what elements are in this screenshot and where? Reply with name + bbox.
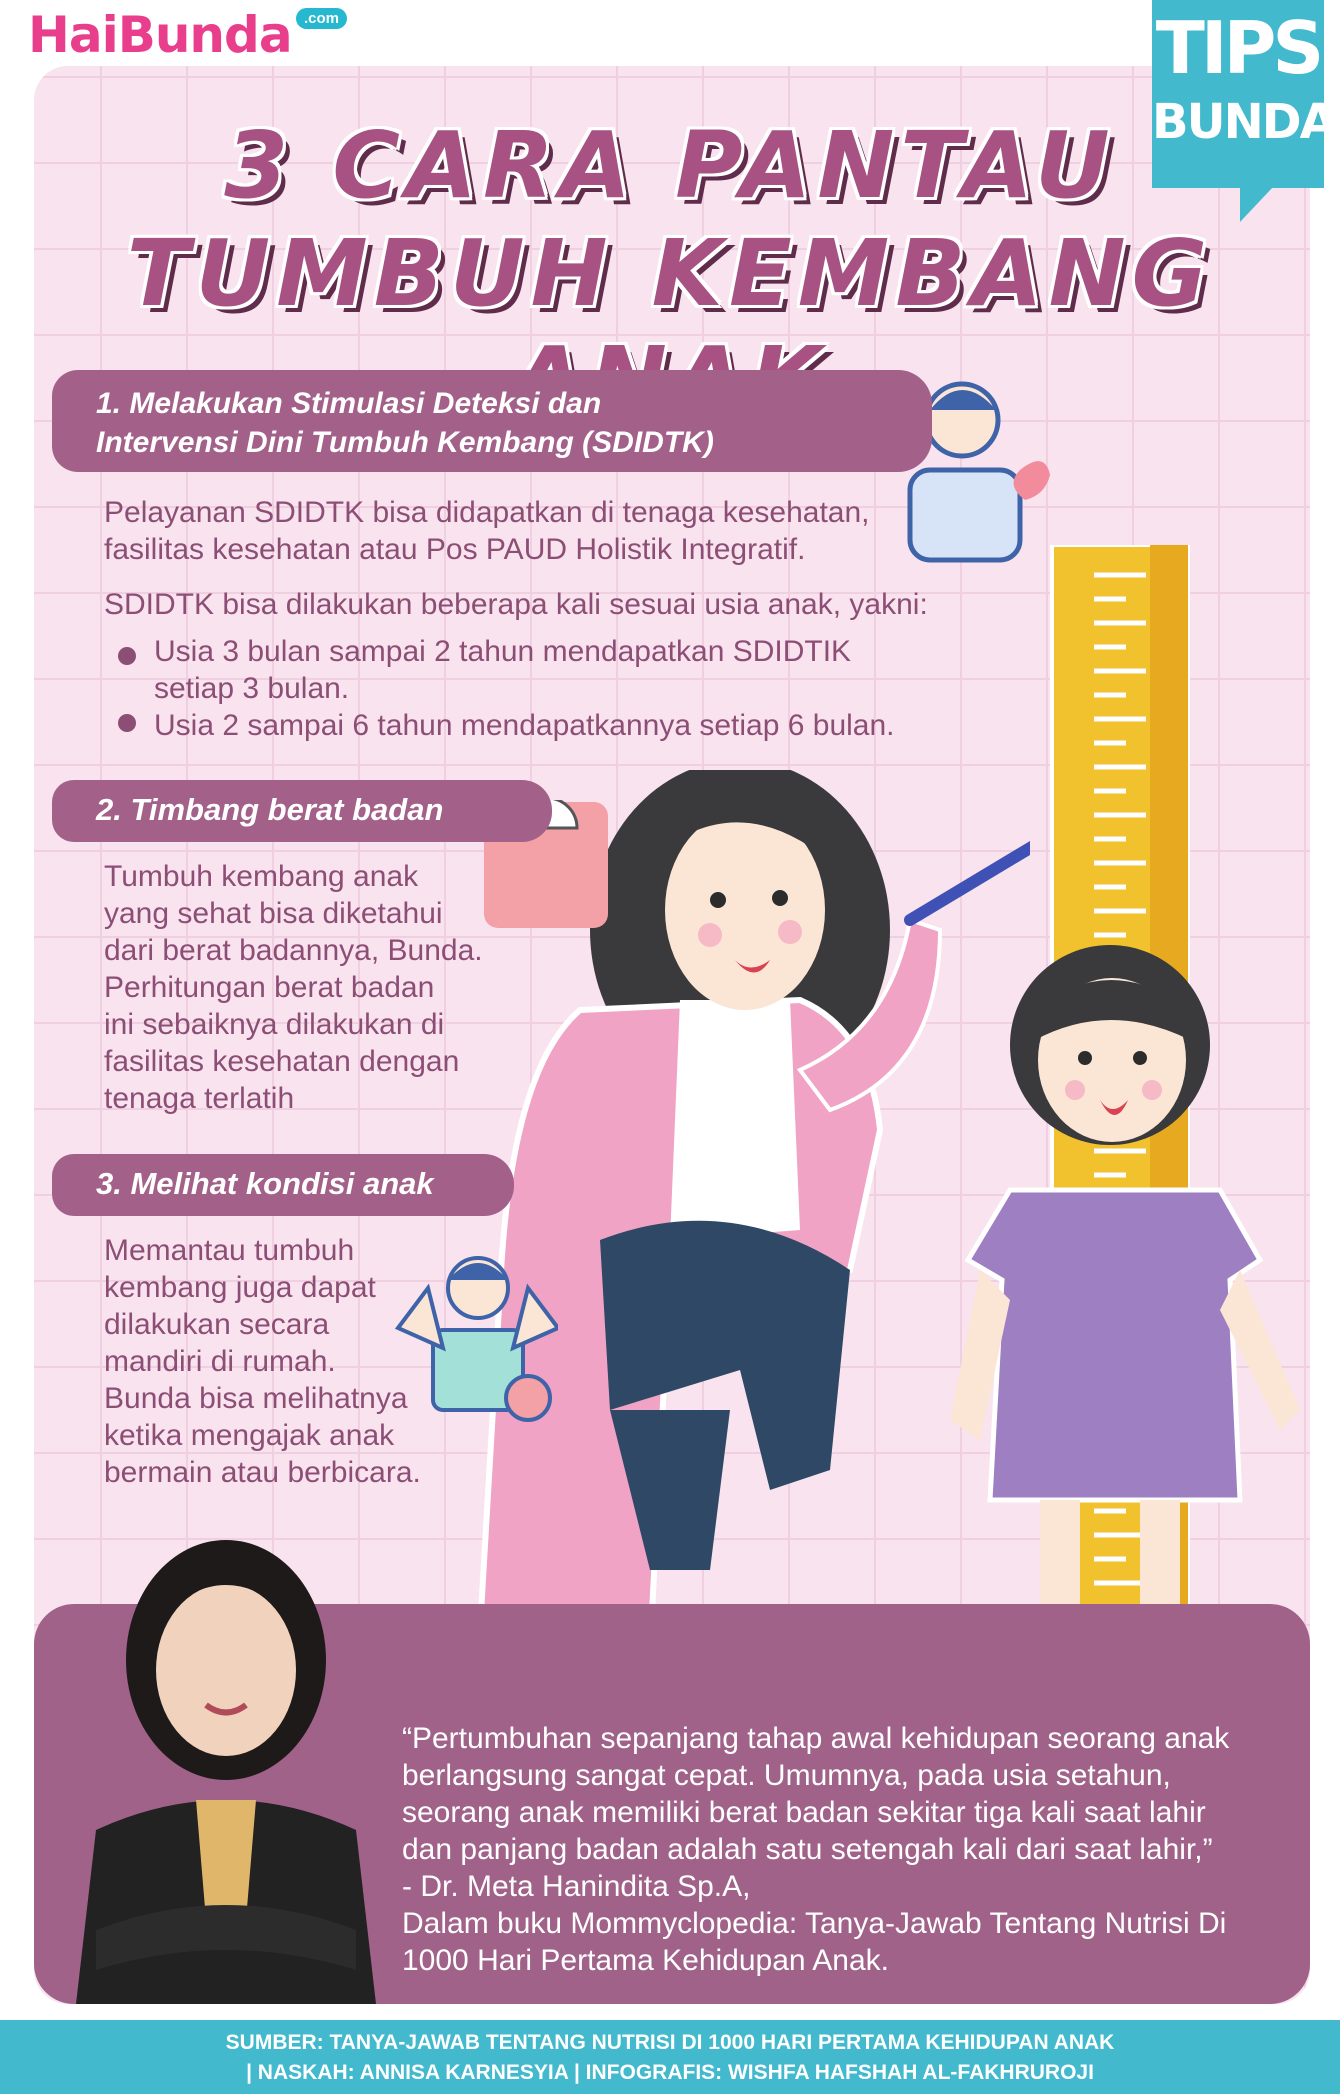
section1-bullet2: Usia 2 sampai 6 tahun mendapatkannya setiap 6 bulan. — [154, 709, 895, 742]
section3-line: ketika mengajak anak — [104, 1419, 395, 1452]
doctor-quote — [402, 1720, 1302, 1979]
section2-body — [104, 858, 484, 1117]
bullet-dot — [118, 714, 136, 732]
section1-heading-line1: 1. Melakukan Stimulasi Deteksi dan — [96, 387, 602, 420]
section3-body — [104, 1232, 424, 1491]
quote-line: berlangsung sangat cepat. Umumnya, pada usia setahun, — [402, 1759, 1171, 1792]
section3-line: kembang juga dapat — [104, 1271, 376, 1304]
bullet-dot — [118, 647, 136, 665]
quote-line: - Dr. Meta Hanindita Sp.A, — [402, 1870, 751, 1903]
section3-line: dilakukan secara — [104, 1308, 330, 1341]
section1-heading-line2: Intervensi Dini Tumbuh Kembang (SDIDTK) — [96, 426, 714, 459]
section1-heading — [52, 370, 932, 472]
page-title-line2: TUMBUH KEMBANG — [126, 220, 1214, 327]
section2-line: Perhitungan berat badan — [104, 971, 435, 1004]
page-title-line1: 3 CARA PANTAU — [224, 112, 1116, 219]
section3-line: bermain atau berbicara. — [104, 1456, 421, 1489]
section2-line: Tumbuh kembang anak — [104, 860, 419, 893]
section1-paragraph1 — [104, 494, 870, 568]
badge-line-bunda: BUNDA — [1152, 94, 1335, 150]
section2-line: tenaga terlatih — [104, 1082, 295, 1115]
section2-heading-text: 2. Timbang berat badan — [96, 792, 444, 827]
section1-paragraph2: SDIDTK bisa dilakukan beberapa kali sesuai usia anak, yakni: — [104, 588, 928, 621]
badge-line-tips: TIPS — [1155, 6, 1321, 90]
section3-line: mandiri di rumah. — [104, 1345, 336, 1378]
doctor-portrait — [56, 1500, 396, 2004]
quote-line: 1000 Hari Pertama Kehidupan Anak. — [402, 1944, 889, 1977]
source-footer — [0, 2020, 1340, 2094]
section1-paragraph1-line2: fasilitas kesehatan atau Pos PAUD Holistik Integratif. — [104, 533, 806, 566]
quote-line: “Pertumbuhan sepanjang tahap awal kehidupan seorang anak — [402, 1722, 1230, 1755]
section3-line: Bunda bisa melihatnya — [104, 1382, 408, 1415]
quote-line: seorang anak memiliki berat badan sekitar tiga kali saat lahir — [402, 1796, 1206, 1829]
section3-heading-text: 3. Melihat kondisi anak — [96, 1166, 434, 1201]
footer-source: SUMBER: TANYA-JAWAB TENTANG NUTRISI DI 1000 HARI PERTAMA KEHIDUPAN ANAK — [225, 2031, 1115, 2054]
section2-heading — [52, 780, 552, 842]
section1-bullet1-line2: setiap 3 bulan. — [154, 672, 350, 705]
section2-line: yang sehat bisa diketahui — [104, 897, 443, 930]
haibunda-logo[interactable]: HaiBunda — [28, 6, 292, 64]
logo-com-badge: .com — [296, 8, 347, 29]
quote-line: dan panjang badan adalah satu setengah kali dari saat lahir,” — [402, 1833, 1213, 1866]
section1-bullet1-line1: Usia 3 bulan sampai 2 tahun mendapatkan SDIDTIK — [154, 635, 852, 668]
section3-line: Memantau tumbuh — [104, 1234, 355, 1267]
child-illustration — [940, 940, 1320, 1700]
section1-bullet1 — [154, 633, 851, 707]
section2-line: ini sebaiknya dilakukan di — [104, 1008, 445, 1041]
section2-line: dari berat badannya, Bunda. — [104, 934, 483, 967]
section3-heading — [52, 1154, 514, 1216]
section2-line: fasilitas kesehatan dengan — [104, 1045, 460, 1078]
footer-credits: | NASKAH: ANNISA KARNESYIA | INFOGRAFIS: WISHFA HAFSHAH AL-FAKHRUROJI — [246, 2061, 1094, 2084]
section1-paragraph1-line1: Pelayanan SDIDTK bisa didapatkan di tenaga kesehatan, — [104, 496, 870, 529]
quote-line: Dalam buku Mommyclopedia: Tanya-Jawab Tentang Nutrisi Di — [402, 1907, 1227, 1940]
